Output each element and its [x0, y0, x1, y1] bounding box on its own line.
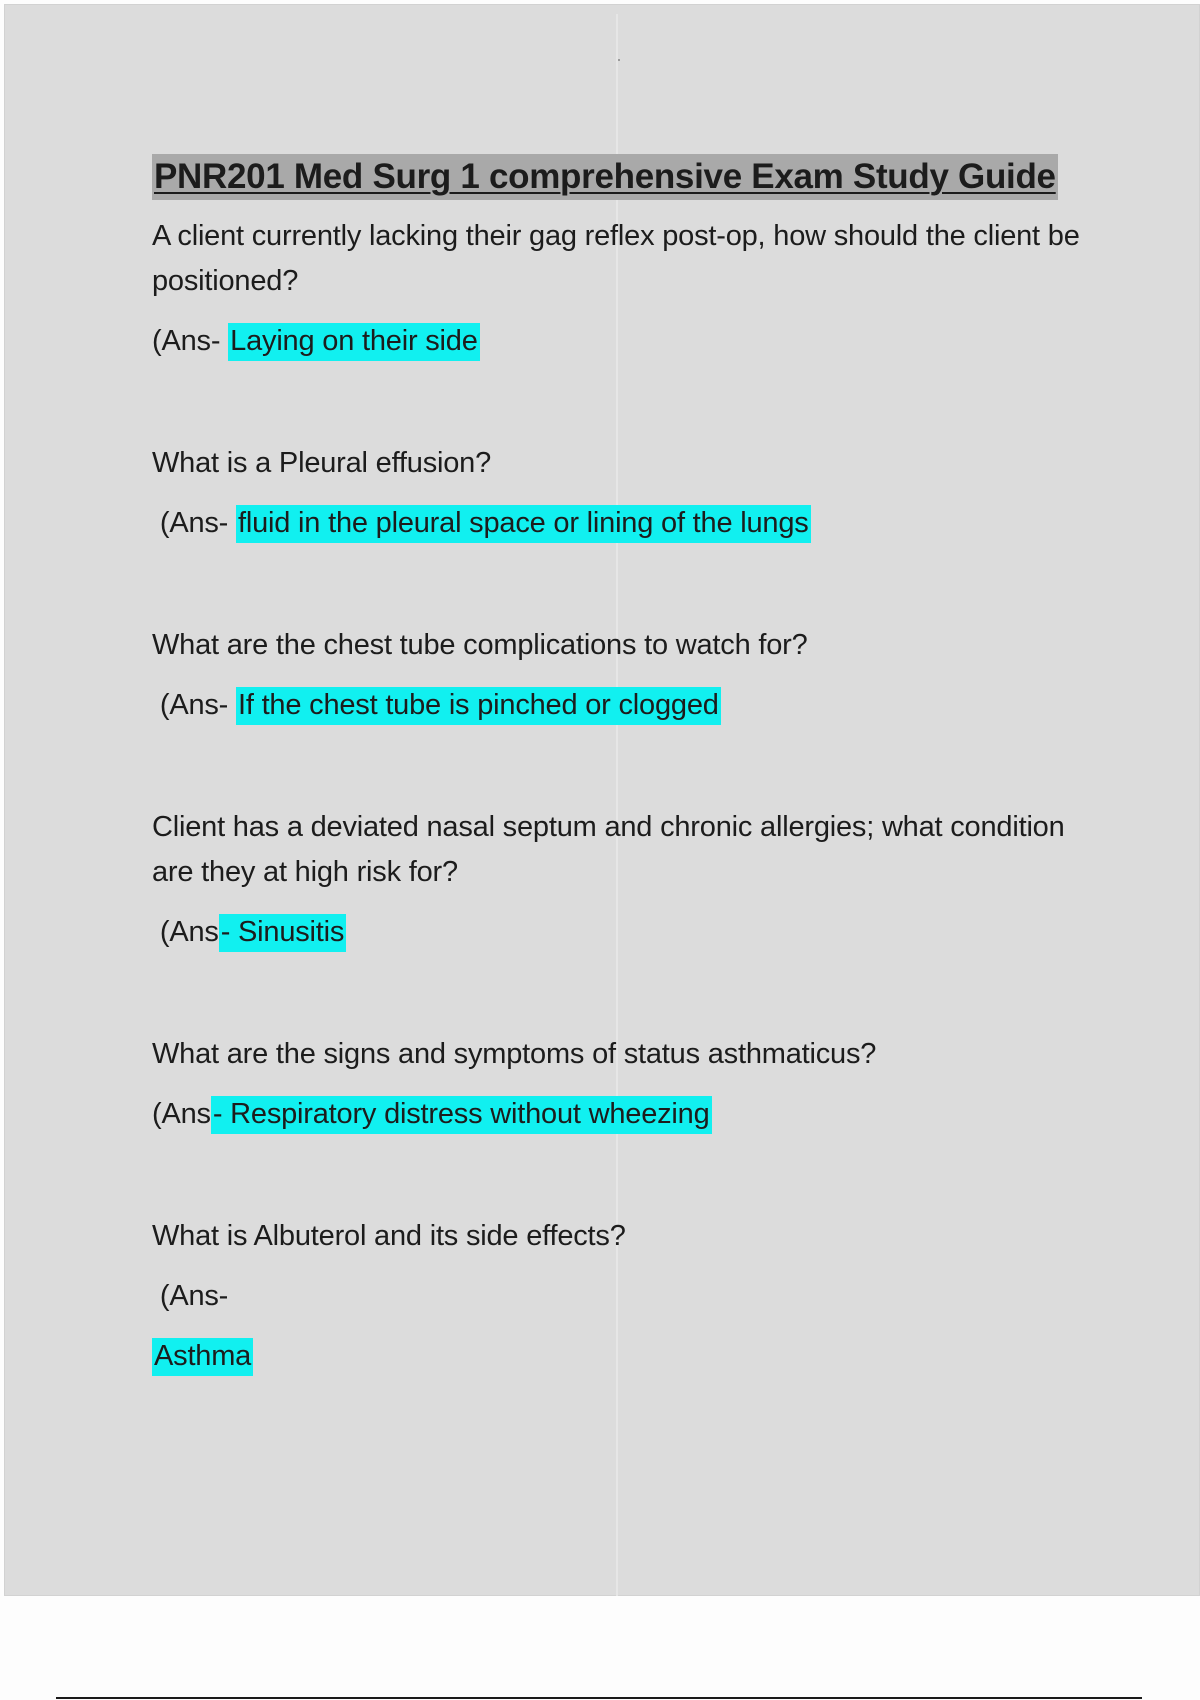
answer-line — [152, 501, 1102, 546]
answer-line — [152, 910, 1102, 955]
question-text: Client has a deviated nasal septum and chronic allergies; what condition are they at high risk for? — [152, 811, 1065, 888]
qa-item — [152, 214, 1102, 364]
answer-line — [152, 683, 1102, 728]
answer-highlight: - Sinusitis — [219, 914, 347, 952]
answer-highlight: If the chest tube is pinched or clogged — [236, 687, 721, 725]
answer-line — [152, 1092, 1102, 1137]
document-title: PNR201 Med Surg 1 comprehensive Exam Study Guide — [152, 154, 1058, 200]
scan-speck — [618, 59, 620, 61]
question-text: What are the signs and symptoms of status asthmaticus? — [152, 1038, 877, 1070]
qa-item — [152, 805, 1102, 955]
question-text: What is a Pleural effusion? — [152, 447, 492, 479]
qa-item — [152, 623, 1102, 728]
answer-highlight: fluid in the pleural space or lining of the lungs — [236, 505, 811, 543]
answer-highlight: Asthma — [152, 1338, 253, 1376]
answer-prefix: (Ans — [152, 916, 219, 948]
answer-highlight: Laying on their side — [228, 323, 480, 361]
document-page — [4, 4, 1200, 1596]
qa-item — [152, 1214, 1102, 1379]
qa-item — [152, 1032, 1102, 1137]
answer-highlight: - Respiratory distress without wheezing — [211, 1096, 712, 1134]
answer-line — [152, 1334, 1102, 1379]
answer-prefix: (Ans — [152, 1098, 211, 1130]
answer-prefix: (Ans- — [152, 507, 236, 539]
answer-prefix: (Ans- — [152, 1280, 229, 1312]
question-text: What is Albuterol and its side effects? — [152, 1220, 626, 1252]
qa-item — [152, 441, 1102, 546]
document-content — [152, 154, 1102, 1379]
question-text: What are the chest tube complications to watch for? — [152, 629, 808, 661]
answer-line — [152, 319, 1102, 364]
answer-prefix: (Ans- — [152, 689, 236, 721]
answer-prefix: (Ans- — [152, 325, 229, 357]
answer-prefix-line — [152, 1274, 1102, 1319]
footer-rule — [56, 1697, 1142, 1699]
question-text: A client currently lacking their gag reflex post-op, how should the client be positioned? — [152, 220, 1080, 297]
